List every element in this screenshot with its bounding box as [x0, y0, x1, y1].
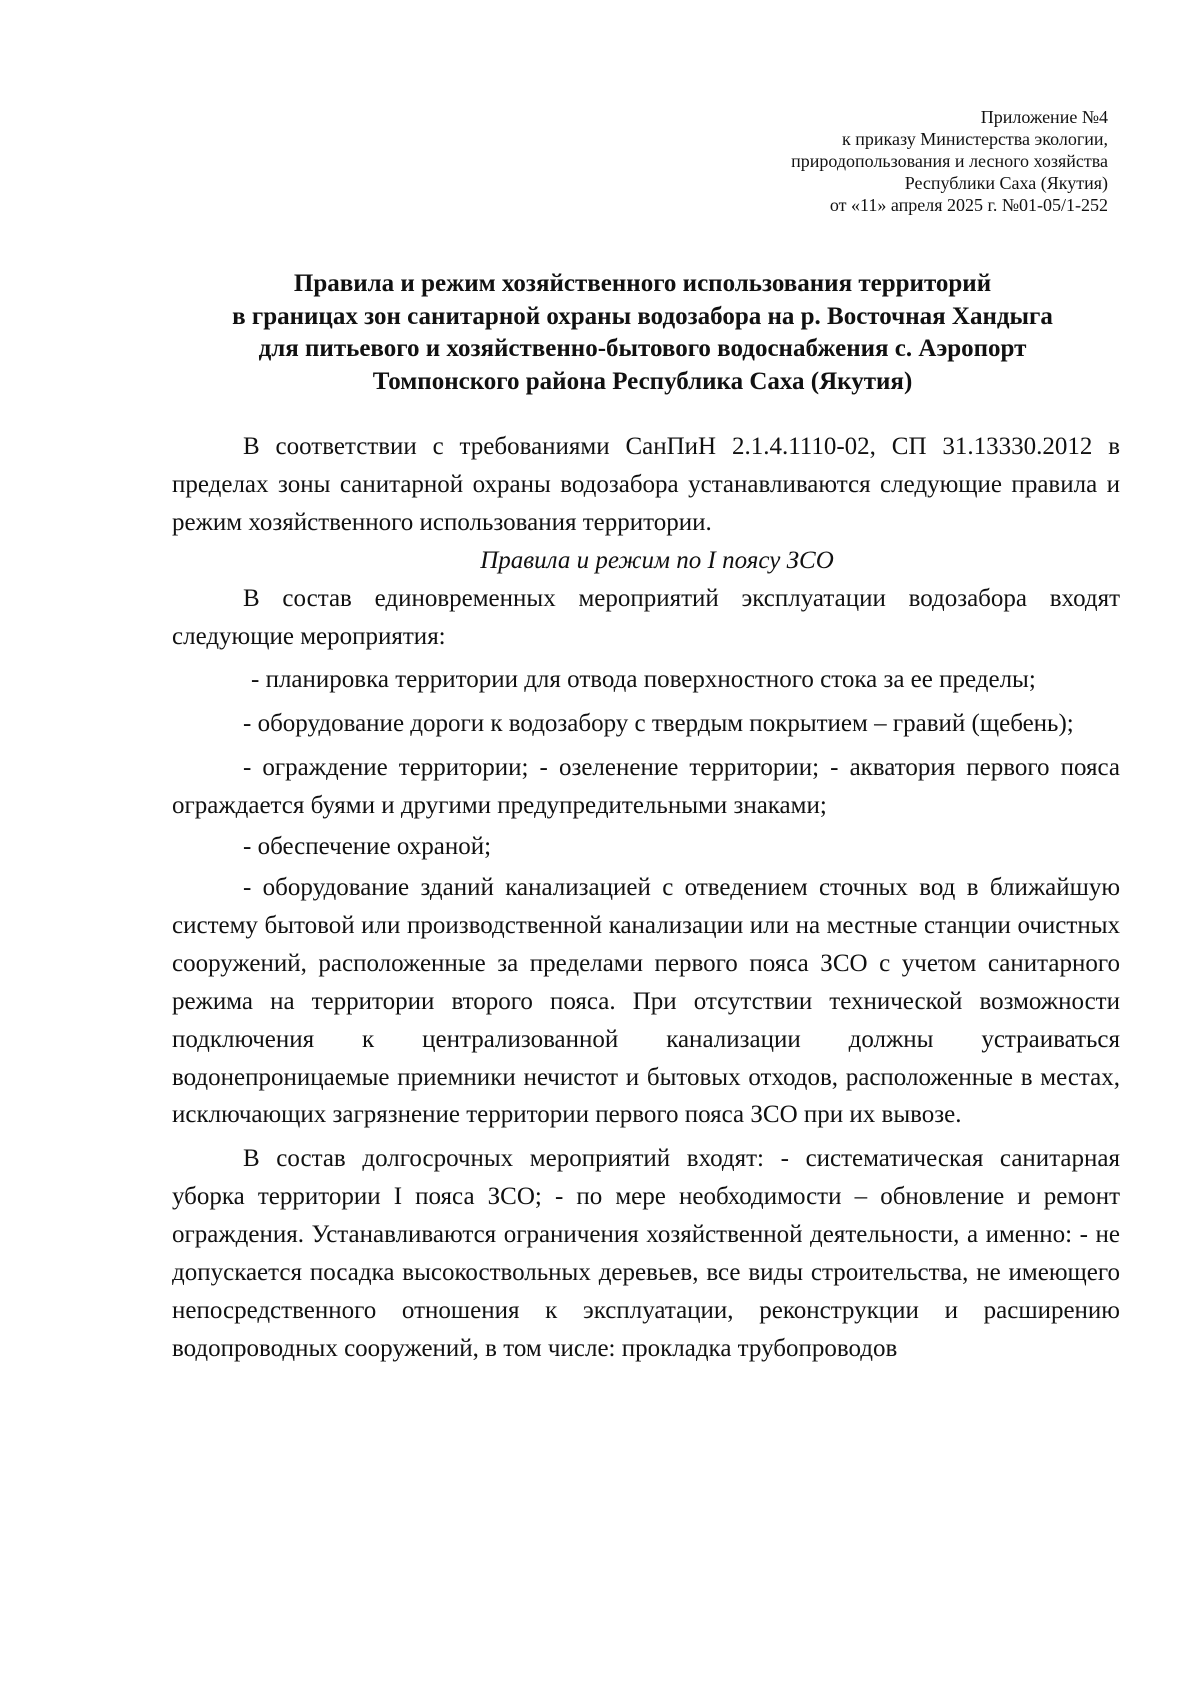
- intro-paragraph: В соответствии с требованиями СанПиН 2.1.4.1110-02, СП 31.13330.2012 в пределах зоны санитарной охраны водозабора устанавливаются следующие правила и режим хозяйственного использования территории.: [172, 433, 1120, 536]
- title-line: Томпонского района Республика Саха (Якутия): [372, 367, 913, 395]
- appendix-republic-line: Республики Саха (Якутия): [904, 173, 1108, 193]
- onetime-measures-paragraph: В состав единовременных мероприятий эксплуатации водозабора входят следующие мероприятия:: [172, 584, 1120, 650]
- list-item-road: - оборудование дороги к водозабору с твердым покрытием – гравий (щебень);: [243, 710, 1074, 738]
- appendix-date-number: от «11» апреля 2025 г. №01-05/1-252: [829, 195, 1108, 215]
- appendix-reference: [588, 106, 1108, 216]
- document-title: [150, 268, 1135, 398]
- title-line: в границах зон санитарной охраны водозабора на р. Восточная Хандыга: [232, 302, 1053, 330]
- list-item-sewer: - оборудование зданий канализацией с отведением сточных вод в ближайшую систему бытовой или производственной канализации или на местные станции очистных сооружений, расположенные за пределами первого пояса ЗСО с учетом санитарного режима на территории второго пояса. При отсутствии технической возможности подключения к централизованной канализации должны устраиваться водонепроницаемые приемники нечистот и бытовых отходов, расположенные в местах, исключающих загрязнение территории первого пояса ЗСО при их вывозе.: [172, 873, 1120, 1129]
- title-line: Правила и режим хозяйственного использования территорий: [293, 270, 992, 297]
- list-item-planning: - планировка территории для отвода поверхностного стока за ее пределы;: [251, 666, 1036, 694]
- appendix-ministry-line: природопользования и лесного хозяйства: [791, 151, 1108, 171]
- list-item-guard: - обеспечение охраной;: [243, 833, 492, 861]
- title-line: для питьевого и хозяйственно-бытового водоснабжения с. Аэропорт: [258, 335, 1027, 362]
- section-heading: Правила и режим по I поясу ЗСО: [480, 546, 834, 574]
- appendix-order-line: к приказу Министерства экологии,: [841, 129, 1108, 149]
- appendix-number: Приложение №4: [980, 107, 1108, 127]
- document-body: [172, 428, 1120, 1368]
- longterm-measures-paragraph: В состав долгосрочных мероприятий входят: - систематическая санитарная уборка территории I пояса ЗСО; - по мере необходимости – обновление и ремонт ограждения. Устанавливаются ограничения хозяйственной деятельности, а именно: - не допускается посадка высокоствольных деревьев, все виды строительства, не имеющего непосредственного отношения к эксплуатации, реконструкции и расширению водопроводных сооружений, в том числе: прокладка трубопроводов: [172, 1145, 1120, 1362]
- list-item-fence: - ограждение территории; - озеленение территории; - акватория первого пояса ограждается буями и другими предупредительными знаками;: [172, 754, 1120, 820]
